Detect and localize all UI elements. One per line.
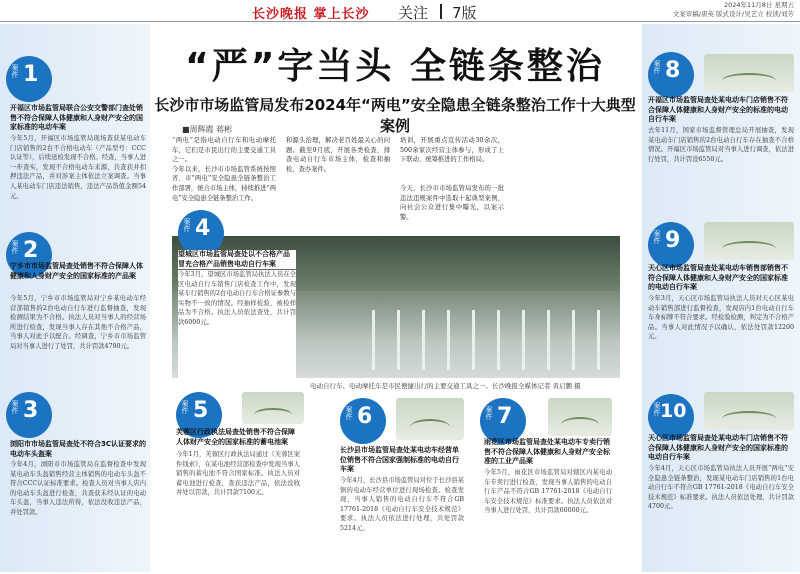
case-10-title: 天心区市场监管局查处某电动车门店销售不符合保障人体健康和人身财产安全的国家标准的电动自行车案 <box>648 434 788 461</box>
article-title: “严”字当头 全链条整治 <box>185 46 605 87</box>
case-10-photo <box>704 392 794 430</box>
page-header <box>0 0 800 22</box>
case-9-photo <box>704 222 794 260</box>
case-8-title: 开福区市场监管局查处某电动车门店销售不符合保障人体健康和人身财产安全的标准的电动自行车案 <box>648 96 788 123</box>
section-title: 关注 <box>398 4 429 22</box>
case-3-title: 浏阳市市场监管局查处不符合3C认证要求的电动车头盔案 <box>10 440 147 458</box>
case-5-body: 今年1月，芙蓉区行政执法局通过《芙蓉区案件线索》，在某电池经营部检查中发现当事人销售的蓄电池不符合国家标准。执法人员对蓄电池进行检查，查获违法产品，依法没收并处以罚款，共计罚款7100元。 <box>176 451 300 497</box>
case-badge-2: 案件 2 <box>6 232 52 278</box>
case-badge-5: 案件 5 <box>176 392 222 438</box>
case-6-photo <box>396 398 464 440</box>
lead-paragraph-4: 今天，长沙市市场监管局发布的一批违法违规案件中选取十起典型案例，向社会公众进行集中曝光，以案示警。 <box>400 185 504 221</box>
case-5-photo <box>242 392 304 424</box>
case-4-body: 今年3月，望城区市场监管局执法人员在全区电动自行车销售门店检查工作中，发现某车行销售的2台电动自行车合格证参数与实物不一致的情况。经抽样检验，被检样品为不合格。执法人员依法查处，共计罚款6000元。 <box>178 270 296 380</box>
case-badge-10: 案件 10 <box>648 394 694 440</box>
article-subtitle: 长沙市市场监管局发布2024年“两电”安全隐患全链条整治工作十大典型案例 <box>154 96 636 135</box>
lead-paragraph-2: 和源头治理，解决老百姓最关心的问题。截至9月底，开展各类检查，排查电动自行车市场主体，检查和抽检，查办案件。 <box>286 137 390 173</box>
case-badge-3: 案件 3 <box>6 392 52 438</box>
case-9-title: 天心区市场监管局查处某电动车销售部销售不符合保障人体健康和人身财产安全的国家标准的电动自行车案 <box>648 264 788 291</box>
lead-paragraph-1: “两电”是指电动自行车和电动摩托车，它们是市民出行的主要交通工具之一。 今年以来，长沙市市场监管系统按照省、市“两电”安全隐患全链条整治工作部署，统合市场主体，持续推进“两电”安全隐患全链条整治工作。 <box>172 137 276 202</box>
case-6-body: 今年4月，长沙县市场监管局对位于长沙县某镇的电动车经营单位进行现场检查。检查发现，当事人销售的电动自行车不符合GB 17761-2018《电动自行车安全技术规范》要求。执法人员依法进行处理，共处罚款5214元。 <box>340 477 464 532</box>
case-10-body: 今年4月，天心区市场监管局执法人员开展“两电”安全隐患全链条整治，发现某电动车门店销售的1台电动自行车不符合GB 17761-2018《电动自行车安全技术规范》标准要求。执法人员依法处理，共计罚款4700元。 <box>648 465 794 511</box>
case-7-photo <box>548 398 612 436</box>
page-number: 7版 <box>452 4 477 22</box>
case-1-body: 今年5月，开福区市场监管局现场查获某电动车门店销售的2台不合格电动车（产品型号：CCC认证等），后续送检发现不合格。经查，当事人进一步查实，发现不合格电动车来源，共查获并扣押违法产品，并对涉案主体依法立案调查。当事人某电动车门店违法销售，违法产品货值金额54元。 <box>10 135 146 200</box>
case-3-body: 今年4月，浏阳市市场监管局在监督检查中发现某电动车头盔销售经营主体销售的电动车头盔不符合CCC认证标准要求。检查人员对当事人店内的电动车头盔进行检查，共查获未经认证的电动车头盔，当事人违法所得，依法没收违法产品，并处罚款。 <box>10 461 146 516</box>
byline: ■周辉霞 蒋彬 <box>182 125 233 134</box>
case-badge-4: 案件 4 <box>178 210 224 256</box>
case-1-title: 开福区市场监管局联合公安交警部门查处销售不符合保障人体健康和人身财产安全的国家标准的电动车案 <box>10 104 143 131</box>
header-editors: 文案审稿/唐英 版式设计/吴艺立 校读/刘芳 <box>672 10 794 18</box>
newspaper-logo: 长沙晚报 掌上长沙 <box>252 7 370 22</box>
case-9-body: 今年3月，天心区市场监管局执法人员对天心区某电动车销售部进行监督检查，发现店内1台电动自行车车身标牌不符合要求。经检验检测，判定为不合格产品。当事人对此情况予以确认，依法处罚款12200元。 <box>648 295 794 341</box>
case-2-title: 宁乡市市场监管局查处销售不符合保障人体健康和人身财产安全的国家标准的产品案 <box>10 262 143 280</box>
header-date: 2024年11月8日 星期五 <box>723 1 794 9</box>
header-meta <box>673 1 794 19</box>
case-7-title: 雨花区市场监管局查处某电动车专卖行销售不符合保障人体健康和人身财产安全标准的工业产品案 <box>484 438 610 465</box>
header-divider <box>440 4 442 19</box>
case-7-body: 今年5月，雨花区市场监管局对辖区内某电动车专卖行进行检查，发现当事人销售的电动自行车产品不符合GB 17761-2018《电动自行车安全技术规范》标准要求。执法人员依法对当事人进行处罚，共计罚款60000元。 <box>484 469 612 515</box>
case-badge-7: 案件 7 <box>480 398 526 444</box>
case-8-photo <box>704 54 794 92</box>
photo-caption: 电动自行车、电动摩托车是市民便捷出行的主要交通工具之一。长沙晚报全媒体记者 黄启鹏 摄 <box>310 382 581 390</box>
case-4-title: 望城区市场监管局查处以不合格产品冒充合格产品销售电动自行车案 <box>178 250 296 269</box>
case-6-title: 长沙县市场监管局查处某电动车经营单位销售不符合国家强制标准的电动自行车案 <box>340 446 459 473</box>
case-5-title: 芙蓉区行政执法局查处销售不符合保障人体财产安全的国家标准的蓄电池案 <box>176 428 295 446</box>
case-badge-9: 案件 9 <box>648 222 694 268</box>
lead-paragraph-3: 培训，开展重点宣传活动30余次，500余家次经营主体参与，形成了上下联动、统筹推进的工作格局。 <box>400 137 504 164</box>
case-badge-6: 案件 6 <box>340 398 386 444</box>
case-badge-1: 案件 1 <box>6 56 52 102</box>
case-2-body: 今年5月，宁乡市市场监管局对宁乡某电动车经营部销售的2台电动自行车进行监督抽查，发现检测结果为不合格。执法人员对当事人的经营场所进行检查，发现当事人存在其他不合格产品，当事人对此予以配合。经调查，宁乡市市场监管局对当事人进行了处罚，共计罚款4790元。 <box>10 295 146 350</box>
case-badge-8: 案件 8 <box>648 52 694 98</box>
case-8-body: 去年11月，国家市场监督管理总局开展抽查，发现某电动车门店销售的2台电动自行车存在抽查不合格情况。开福区市场监管局对当事人进行调查，依法进行处罚，共计罚没6550元。 <box>648 127 794 163</box>
